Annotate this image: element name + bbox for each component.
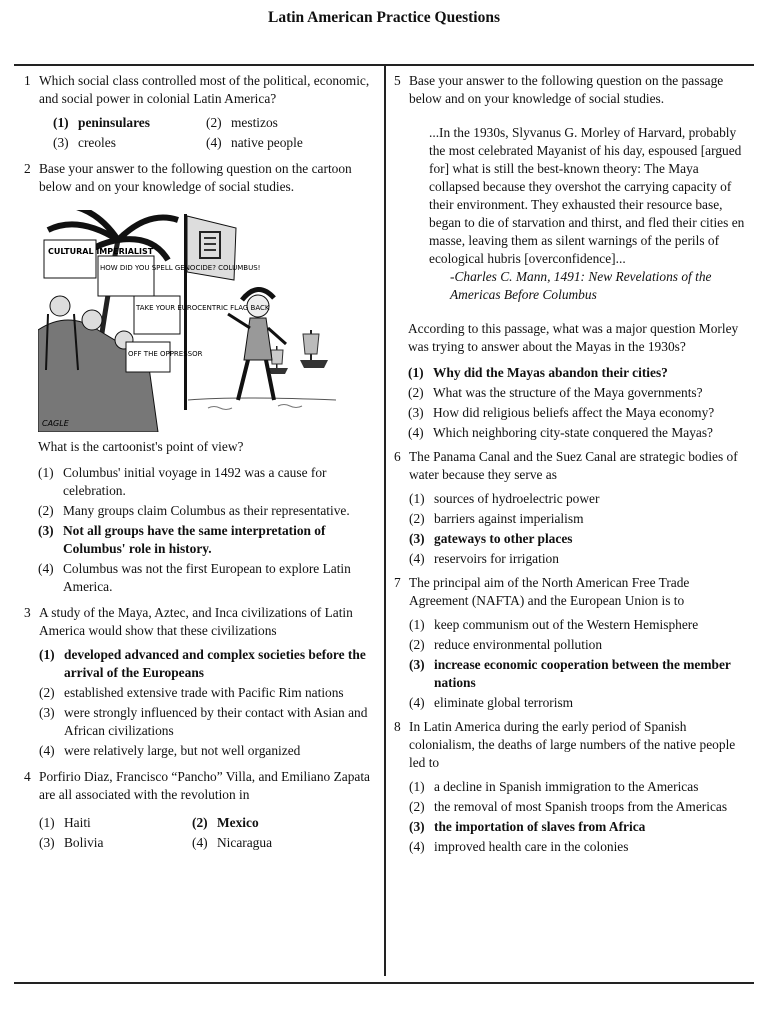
answer-option[interactable]: (1) Columbus' initial voyage in 1492 was a cause for celebration. (38, 465, 327, 498)
question-1 (24, 72, 376, 152)
question-number: 2 (24, 161, 31, 176)
question-text: The Panama Canal and the Suez Canal are strategic bodies of water because they serve as (409, 449, 738, 482)
answer-option[interactable]: (1) peninsulares (53, 115, 150, 130)
cartoonist-signature: CAGLE (42, 419, 69, 428)
passage-citation: -Charles C. Mann, 1491: New Revelations of the Americas Before Columbus (450, 269, 712, 302)
answer-options (39, 814, 376, 852)
answer-option[interactable]: (3) creoles (53, 135, 116, 150)
answer-option[interactable]: (1) a decline in Spanish immigration to the Americas (409, 779, 699, 794)
bottom-rule (14, 982, 754, 984)
left-column (24, 72, 376, 852)
answer-option[interactable]: (2) barriers against imperialism (409, 511, 584, 526)
answer-option[interactable]: (4) improved health care in the colonies (409, 839, 629, 854)
right-column (394, 72, 750, 858)
question-text: A study of the Maya, Aztec, and Inca civilizations of Latin America would show that these civilizations (39, 605, 353, 638)
answer-option[interactable]: (1) Why did the Mayas abandon their cities? (408, 365, 668, 380)
question-5 (394, 72, 750, 108)
question-prompt: What is the cartoonist's point of view? (38, 439, 244, 454)
question-2 (24, 160, 376, 196)
question-number: 7 (394, 575, 401, 590)
question-6 (394, 448, 750, 568)
answer-option[interactable]: (1) keep communism out of the Western Hemisphere (409, 617, 699, 632)
answer-option[interactable]: (4) Which neighboring city-state conquered the Mayas? (408, 425, 713, 440)
answer-options (38, 464, 376, 596)
answer-option[interactable]: (3) increase economic cooperation between the member nations (409, 657, 731, 690)
question-3 (24, 604, 376, 760)
question-number: 4 (24, 769, 31, 784)
question-number: 5 (394, 73, 401, 88)
svg-text:OFF THE OPPRESSOR: OFF THE OPPRESSOR (128, 350, 203, 358)
answer-option[interactable]: (4) reservoirs for irrigation (409, 551, 559, 566)
answer-option[interactable]: (1) developed advanced and complex societies before the arrival of the Europeans (39, 647, 366, 680)
answer-options (408, 364, 750, 442)
answer-option[interactable]: (3) Bolivia (39, 835, 104, 850)
question-text: Porfirio Diaz, Francisco “Pancho” Villa, and Emiliano Zapata are all associated with the revolution in (39, 769, 371, 802)
answer-option[interactable]: (4) native people (206, 135, 303, 150)
column-divider (384, 66, 386, 976)
answer-option[interactable]: (4) were relatively large, but not well organized (39, 743, 301, 758)
question-number: 6 (394, 449, 401, 464)
answer-options (409, 490, 750, 568)
svg-text:CULTURAL IMPERIALIST: CULTURAL IMPERIALIST (48, 247, 154, 256)
answer-option[interactable]: (2) What was the structure of the Maya governments? (408, 385, 703, 400)
answer-option[interactable]: (3) Not all groups have the same interpretation of Columbus' role in history. (38, 523, 326, 556)
question-4 (24, 768, 376, 852)
answer-option[interactable]: (4) Nicaragua (192, 835, 273, 850)
answer-option[interactable]: (3) How did religious beliefs affect the Maya economy? (408, 405, 715, 420)
passage-text: ...In the 1930s, Slyvanus G. Morley of Harvard, probably the most celebrated Mayanist of his day, espoused [argued for] what is still the best-known theory: The Maya collapsed because they overshot the carrying capacity of their environment. They exhausted their resource base, began to die of starvation and thirst, and fled their cities en masse, leaving them as silent warnings of the perils of ecological hubris [overconfidence]... (429, 125, 745, 266)
answer-option[interactable]: (4) Columbus was not the first European to explore Latin America. (38, 561, 351, 594)
question-7 (394, 574, 750, 712)
answer-options (409, 778, 750, 856)
answer-option[interactable]: (2) mestizos (206, 115, 278, 130)
question-prompt: According to this passage, what was a major question Morley was trying to answer about the Mayas in the 1930s? (408, 321, 739, 354)
question-8 (394, 718, 750, 856)
question-text: Base your answer to the following question on the cartoon below and on your knowledge of social studies. (39, 161, 352, 194)
question-text: The principal aim of the North American Free Trade Agreement (NAFTA) and the European Union is to (409, 575, 690, 608)
question-text: Which social class controlled most of the political, economic, and social power in colonial Latin America? (39, 73, 370, 106)
answer-option[interactable]: (4) eliminate global terrorism (409, 695, 574, 710)
answer-option[interactable]: (3) the importation of slaves from Africa (409, 819, 646, 834)
question-number: 8 (394, 719, 401, 734)
answer-option[interactable]: (2) established extensive trade with Pacific Rim nations (39, 685, 344, 700)
answer-options (53, 114, 376, 152)
answer-option[interactable]: (3) were strongly influenced by their contact with Asian and African civilizations (39, 705, 368, 738)
answer-option[interactable]: (3) gateways to other places (409, 531, 573, 546)
answer-option[interactable]: (2) reduce environmental pollution (409, 637, 603, 652)
reading-passage (429, 124, 750, 304)
answer-option[interactable]: (2) the removal of most Spanish troops from the Americas (409, 799, 728, 814)
question-number: 1 (24, 73, 31, 88)
svg-text:TAKE YOUR EUROCENTRIC FLAG BAC: TAKE YOUR EUROCENTRIC FLAG BACK (136, 304, 270, 312)
svg-text:HOW DID YOU SPELL GENOCIDE? CO: HOW DID YOU SPELL GENOCIDE? COLUMBUS! (100, 264, 261, 272)
answer-options (409, 616, 750, 712)
question-text: In Latin America during the early period of Spanish colonialism, the deaths of large numbers of the native people led to (409, 719, 736, 770)
answer-options (39, 646, 376, 760)
columbus-cartoon (38, 210, 336, 432)
question-text: Base your answer to the following question on the passage below and on your knowledge of social studies. (409, 73, 724, 106)
answer-option[interactable]: (2) Many groups claim Columbus as their representative. (38, 503, 350, 518)
question-number: 3 (24, 605, 31, 620)
answer-option[interactable]: (1) sources of hydroelectric power (409, 491, 600, 506)
answer-option[interactable]: (2) Mexico (192, 815, 259, 830)
answer-option[interactable]: (1) Haiti (39, 815, 91, 830)
page-title: Latin American Practice Questions (267, 9, 501, 26)
